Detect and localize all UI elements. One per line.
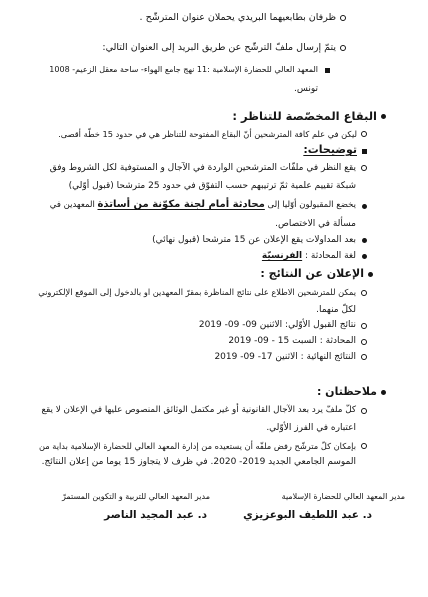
square-bullet-icon — [325, 68, 330, 73]
interview-date: المحادثة : السبت 15 - 09- 2019 — [228, 336, 356, 346]
interview-language — [186, 249, 356, 263]
dot-bullet-icon — [362, 254, 367, 259]
interview-prefix: يخضع المقبولون أوّليا إلى — [264, 200, 356, 210]
interview-line-1 — [44, 198, 356, 212]
preliminary-results-date: نتائج القبول الأوّلي: الاثنين 09- 09- 2019 — [198, 320, 356, 330]
hollow-bullet-icon — [361, 354, 367, 360]
signature-left-title: مدير المعهد العالي للتربية و التكوين المستمرّ — [62, 492, 210, 501]
hollow-bullet-icon — [361, 131, 367, 137]
interview-emphasis: محادثة أمام لجنة مكوّنة من أساتذة — [97, 199, 265, 210]
hollow-bullet-icon — [361, 290, 367, 296]
review-line-1: يقع النظر في ملفّات المترشحين الواردة في الآجال و المستوفية لكل الشروط وفق — [49, 163, 356, 173]
hollow-bullet-icon — [340, 15, 346, 21]
signature-right-name: د. عبد اللطيف البوعزيزي — [243, 509, 372, 521]
final-results-date: النتائج النهائية : الاثنين 17- 09- 2019 — [214, 352, 356, 362]
notes-heading: ملاحظتان : — [316, 385, 377, 398]
hollow-bullet-icon — [361, 165, 367, 171]
note-2-line-2: الموسم الجامعي الجديد 2019- 2020. في ظرف لا يتجاوز 15 يوما من إعلان النتائج. — [41, 457, 356, 467]
square-bullet-icon — [362, 149, 367, 154]
hollow-bullet-icon — [361, 408, 367, 414]
note-1-line-1: كلّ ملفّ يرد بعد الآجال القانونية أو غير مكتمل الوثائق المنصوص عليها في الإعلان لا يقع — [41, 405, 356, 415]
dot-bullet-icon — [381, 114, 386, 119]
language-value: الفرنسيّة — [261, 251, 303, 261]
results-heading: الإعلان عن النتائج : — [260, 267, 364, 280]
results-info-line-2: لكلّ منهما. — [316, 305, 356, 315]
dot-bullet-icon — [362, 204, 367, 209]
positions-note: ليكن في علم كافة المترشحين أنّ البقاع المفتوحة للتناظر هي في حدود 15 خطّة أقصى. — [58, 129, 357, 139]
review-line-2: شبكة تقييم علمية ثمّ ترتيبهم حسب التفوّق في حدود 25 مترشحا (قبول أوّلي) — [68, 181, 356, 191]
envelopes-item: ظرفان بطابعيهما البريدي يحملان عنوان المترشّح . — [139, 12, 336, 23]
mailing-item: يتمّ إرسال ملفّ الترشّح عن طريق البريد إلى العنوان التالي: — [102, 42, 336, 53]
signature-left-name: د. عبد المجيد الناصر — [104, 509, 207, 521]
address-line-1: المعهد العالي للحضارة الإسلامية :11 نهج جامع الهواء- ساحة معقل الزعيم- 1008 — [49, 65, 318, 74]
hollow-bullet-icon — [361, 323, 367, 329]
hollow-bullet-icon — [361, 339, 367, 345]
dot-bullet-icon — [368, 272, 373, 277]
hollow-bullet-icon — [340, 45, 346, 51]
hollow-bullet-icon — [361, 443, 367, 449]
dot-bullet-icon — [362, 238, 367, 243]
signature-right-title: مدير المعهد العالي للحضارة الإسلامية — [281, 492, 405, 501]
results-info-line-1: يمكن للمترشحين الاطلاع على نتائج المناظرة بمقرّ المعهدين او بالدخول إلى الموقع الإلكتروني — [38, 287, 356, 297]
clarifications-heading: توضيحات: — [303, 143, 357, 156]
interview-suffix: المعهدين في — [49, 200, 98, 210]
dot-bullet-icon — [381, 390, 386, 395]
address-line-2: تونس. — [294, 84, 318, 94]
final-admission: بعد المداولات يقع الإعلان عن 15 مترشحا (قبول نهائي) — [152, 235, 356, 245]
interview-line-2: مسألة في الاختصاص. — [275, 219, 356, 229]
note-1-line-2: اعتباره في الفرز الأوّلي. — [266, 423, 356, 433]
note-2-line-1: بإمكان كلّ مترشّح رفض ملفّه أن يستعيده من إدارة المعهد العالي للحضارة الإسلامية بداية من — [38, 441, 356, 451]
language-label: لغة المحادثة : — [302, 251, 356, 261]
positions-heading: البقاع المخصّصة للتناظر : — [232, 109, 377, 123]
